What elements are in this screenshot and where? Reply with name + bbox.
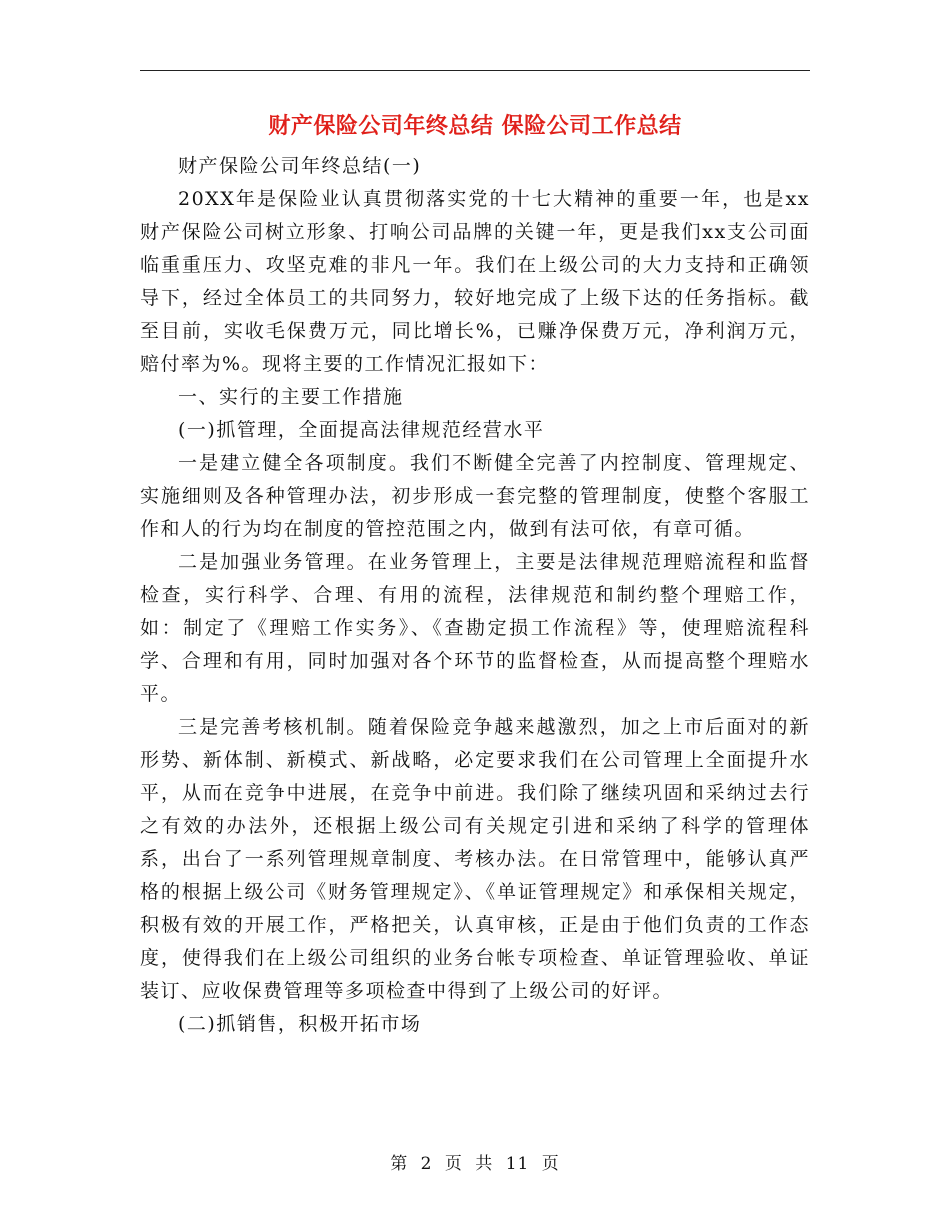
header-rule	[140, 70, 810, 71]
paragraph-systems: 一是建立健全各项制度。我们不断健全完善了内控制度、管理规定、实施细则及各种管理办法，初步形成一套完整的管理制度，使整个客服工作和人的行为均在制度的管控范围之内，做到有法可依，有章可循。	[140, 452, 810, 540]
intro-paragraph: 20XX年是保险业认真贯彻落实党的十七大精神的重要一年，也是xx财产保险公司树立形象、打响公司品牌的关键一年，更是我们xx支公司面临重重压力、攻坚克难的非凡一年。我们在上级公司的大力支持和正确领导下，经过全体员工的共同努力，较好地完成了上级下达的任务指标。截至目前，实收毛保费万元，同比增长%，已赚净保费万元，净利润万元，赔付率为%。现将主要的工作情况汇报如下：	[140, 188, 810, 375]
sales-subheading: (二)抓销售，积极开拓市场	[178, 1013, 422, 1035]
page-number-footer: 第 2 页 共 11 页	[390, 1154, 560, 1174]
section-heading-1: 财产保险公司年终总结(一)	[178, 155, 422, 177]
document-title: 财产保险公司年终总结 保险公司工作总结	[268, 113, 682, 139]
document-body	[140, 150, 810, 1041]
measures-heading: 一、实行的主要工作措施	[178, 386, 404, 408]
management-subheading: (一)抓管理，全面提高法律规范经营水平	[178, 419, 545, 441]
paragraph-business-management: 二是加强业务管理。在业务管理上，主要是法律规范理赔流程和监督检查，实行科学、合理、有用的流程，法律规范和制约整个理赔工作，如：制定了《理赔工作实务》、《查勘定损工作流程》等，使理赔流程科学、合理和有用，同时加强对各个环节的监督检查，从而提高整个理赔水平。	[140, 551, 810, 705]
paragraph-assessment: 三是完善考核机制。随着保险竞争越来越激烈，加之上市后面对的新形势、新体制、新模式、新战略，必定要求我们在公司管理上全面提升水平，从而在竞争中进展，在竞争中前进。我们除了继续巩固和采纳过去行之有效的办法外，还根据上级公司有关规定引进和采纳了科学的管理体系，出台了一系列管理规章制度、考核办法。在日常管理中，能够认真严格的根据上级公司《财务管理规定》、《单证管理规定》和承保相关规定，积极有效的开展工作，严格把关，认真审核，正是由于他们负责的工作态度，使得我们在上级公司组织的业务台帐专项检查、单证管理验收、单证装订、应收保费管理等多项检查中得到了上级公司的好评。	[140, 716, 810, 1002]
